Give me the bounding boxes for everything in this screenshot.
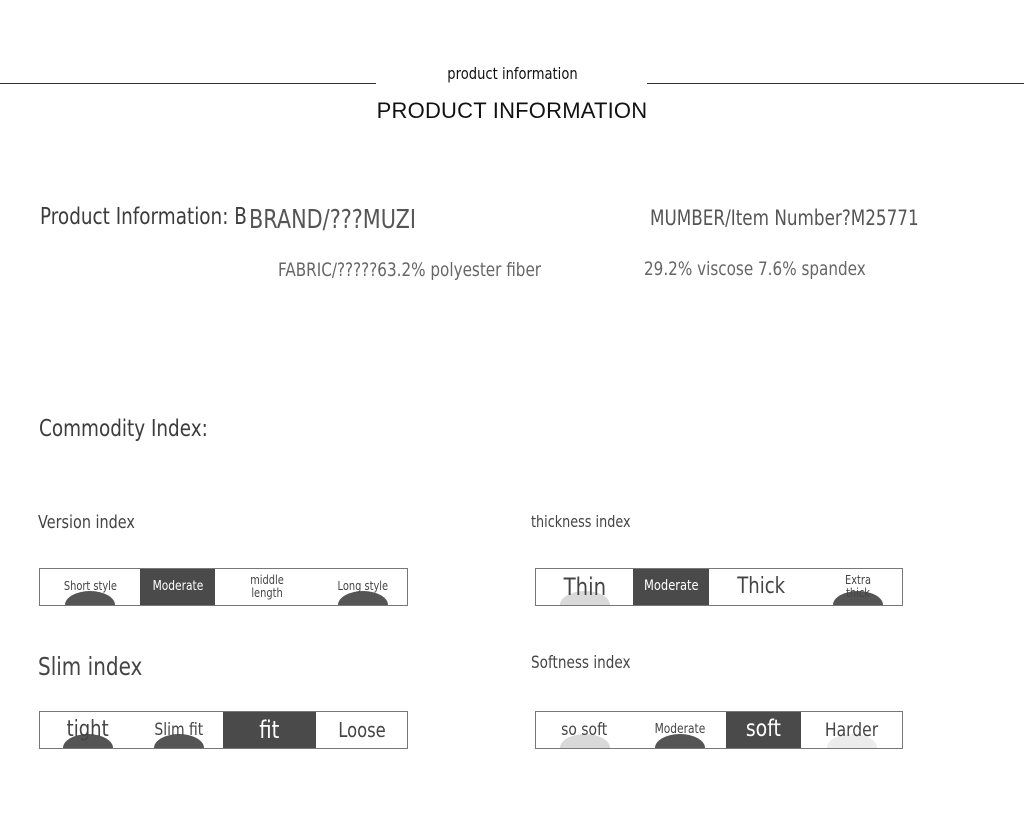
commodity-index-label: Commodity Index: — [39, 416, 208, 442]
thickness-option-extra-thick — [814, 569, 902, 605]
option-label: middle length — [250, 572, 284, 600]
softness-option-so-soft — [536, 712, 633, 748]
option-label: Long style — [337, 579, 389, 594]
option-label: Thin — [563, 572, 606, 601]
version-option-long-style — [319, 569, 407, 605]
slim-option-slim-fit — [135, 712, 223, 748]
option-label: Slim fit — [154, 719, 204, 740]
thickness-index-scale — [535, 568, 903, 606]
product-information-label: Product Information: B — [40, 204, 247, 230]
softness-option-moderate — [633, 712, 726, 748]
slim-index-scale — [39, 711, 408, 749]
thickness-option-moderate — [633, 569, 709, 605]
thickness-index-title: thickness index — [531, 512, 631, 531]
item-number-value: MUMBER/Item Number?M25771 — [650, 206, 919, 230]
option-label: soft — [745, 716, 782, 743]
brand-value: BRAND/???MUZI — [249, 205, 416, 235]
section-title: PRODUCT INFORMATION — [376, 98, 648, 123]
option-label: Moderate — [654, 721, 705, 737]
slim-option-fit — [223, 712, 316, 748]
option-label: Short style — [63, 579, 117, 594]
option-label: fit — [259, 715, 280, 744]
slim-option-loose — [316, 712, 407, 748]
thickness-option-thin — [536, 569, 633, 605]
header-rule-left — [0, 83, 376, 84]
version-index-scale — [39, 568, 408, 606]
version-index-title: Version index — [38, 512, 135, 533]
softness-index-title: Softness index — [531, 653, 631, 673]
slim-option-tight — [40, 712, 135, 748]
softness-option-soft — [726, 712, 801, 748]
option-label: tight — [66, 716, 109, 742]
section-subtitle: product information — [446, 64, 578, 83]
thickness-option-thick — [709, 569, 814, 605]
version-option-short-style — [40, 569, 140, 605]
option-label: so soft — [561, 719, 608, 740]
option-label: Moderate — [643, 578, 699, 595]
softness-index-scale — [535, 711, 903, 749]
option-label: Extra thick — [845, 572, 871, 600]
version-option-middle-length — [215, 569, 319, 605]
softness-option-harder — [801, 712, 902, 748]
option-label: Loose — [337, 718, 386, 742]
version-option-moderate — [140, 569, 215, 605]
fabric-value: FABRIC/?????63.2% polyester fiber — [278, 259, 542, 281]
slim-index-title: Slim index — [38, 652, 143, 681]
fabric-value-continued: 29.2% viscose 7.6% spandex — [644, 258, 866, 280]
header-rule-right — [647, 83, 1024, 84]
option-label: Thick — [737, 573, 786, 599]
option-label: Moderate — [152, 578, 203, 594]
option-label: Harder — [824, 718, 879, 741]
